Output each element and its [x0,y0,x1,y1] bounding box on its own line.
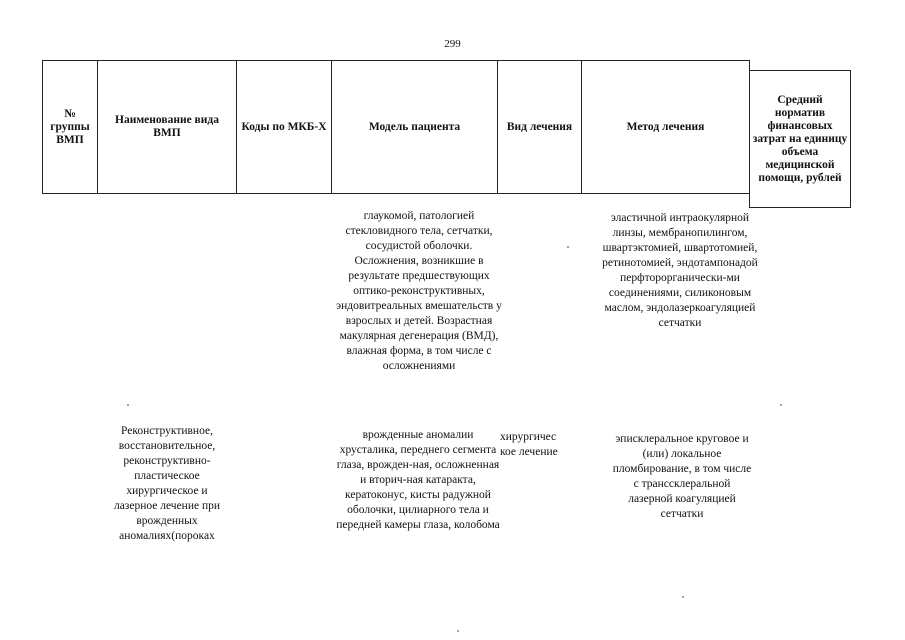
header-avg-cost: Средний норматив финансовых затрат на единицу объема медицинской помощи, рублей [749,70,851,208]
scan-speck [127,404,129,406]
header-patient-model: Модель пациента [331,60,498,194]
scan-speck [780,404,782,406]
row2-patient-model: врожденные аномалии хрусталика, переднего сегмента глаза, врожден-ная, осложненная и вторич-ная катаракта, кератоконус, кисты радужной оболочки, цилиарного тела и передней камеры глаза, колобома [336,429,500,531]
scan-speck [567,246,569,248]
header-group-no: № группы ВМП [42,60,98,194]
row1-treatment-method: эластичной интраокулярной линзы, мембранопилингом, швартэктомией, швартотомией, ретинотомией, эндотампонадой перфторорганически-ми соединениями, силиконовым маслом, эндолазеркоагуляцией сетчатки [602,212,758,329]
page-number: 299 [444,38,461,50]
row2-vmp-name: Реконструктивное, восстановительное, реконструктивно-пластическое хирургическое и лазерное лечение при врожденных аномалиях(пороках [113,425,221,542]
row2-treatment-type: хирургичес кое лечение [500,431,558,458]
row2-treatment-method: эписклеральное круговое и (или) локальное пломбирование, в том числе с транссклеральной лазерной коагуляцией сетчатки [612,433,752,520]
header-treatment-type: Вид лечения [497,60,582,194]
scan-speck [682,596,684,598]
header-mkb-codes: Коды по МКБ-Х [236,60,332,194]
scan-speck [457,630,459,632]
header-treatment-method: Метод лечения [581,60,750,194]
row1-patient-model: глаукомой, патологией стекловидного тела, сетчатки, сосудистой оболочки. Осложнения, возникшие в результате предшествующих оптико-реконструктивных, эндовитреальных вмешательств у взрослых и детей. Возрастная макулярная дегенерация (ВМД), влажная форма, в том числе с осложнениями [336,210,502,372]
header-vmp-name: Наименование вида ВМП [97,60,237,194]
